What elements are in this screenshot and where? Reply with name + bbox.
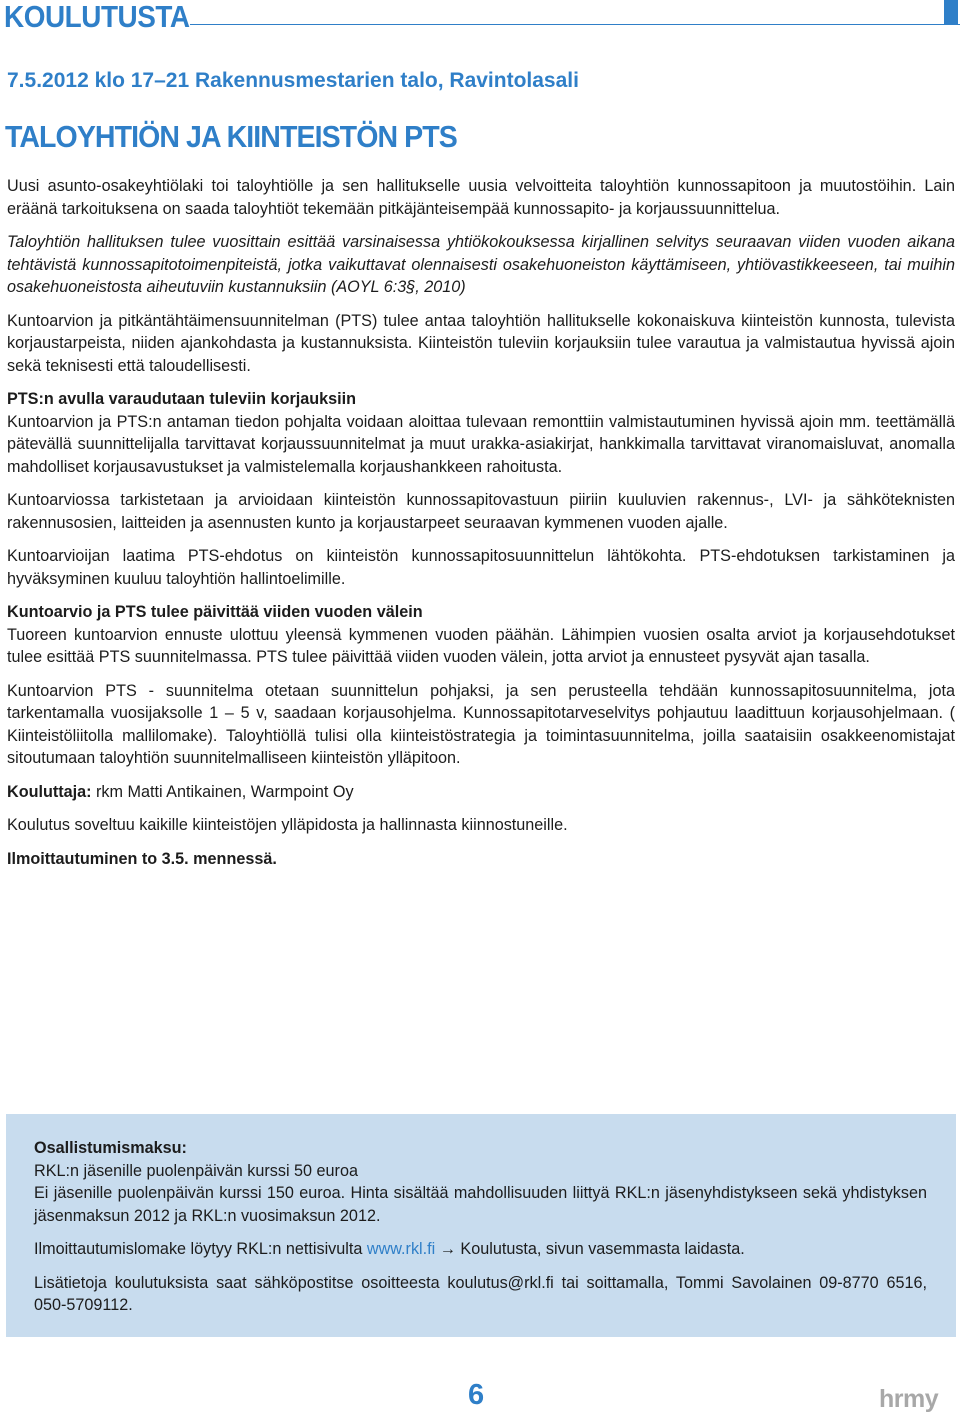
registration-form-line — [34, 1238, 927, 1261]
trainer-label: Kouluttaja: — [7, 782, 92, 801]
page-title: TALOYHTIÖN JA KIINTEISTÖN PTS — [5, 119, 457, 154]
paragraph-pts-ehdotus: Kuntoarvioijan laatima PTS-ehdotus on kiinteistön kunnossapitosuunnittelun lähtökohta. PTS-ehdotuksen tarkistaminen ja hyväksyminen kuuluu taloyhtiön hallintoelimille. — [7, 547, 955, 588]
fee-info-box — [6, 1114, 956, 1337]
registration-deadline: Ilmoittautuminen to 3.5. mennessä. — [7, 849, 277, 868]
intro-paragraph: Uusi asunto-osakeyhtiölaki toi taloyhtiölle ja sen hallitukselle uusia velvoitteita taloyhtiön kunnossapitoon ja muutostöihin. Lain eräänä tarkoituksena on saada taloyhtiöt tekemään pitkäjänteisempää kunnossapito- ja korjaussuunnittelua. — [7, 177, 955, 218]
section-heading-update: Kuntoarvio ja PTS tulee päivittää viiden vuoden välein — [7, 603, 423, 621]
paragraph-kuntoarviossa: Kuntoarviossa tarkistetaan ja arvioidaan kiinteistön kunnossapitovastuun piiriin kuuluvien rakennus-, LVI- ja sähköteknisten rakennusosien, laitteiden ja asennusten kunto ja korjaustarpeet seuraavan kymmenen vuoden ajalle. — [7, 491, 955, 532]
registration-prefix: Ilmoittautumislomake löytyy RKL:n nettisivulta — [34, 1240, 367, 1258]
paragraph-pts-suunnitelma: Kuntoarvion PTS - suunnitelma otetaan suunnittelun pohjaksi, ja sen perusteella tehdään kunnossapitosuunnitelma, jota tarkentamalla vuosijaksolle 1 – 5 v, saadaan korjausohjelma. Kunnossapitotarveselvitys pohjautuu laadittuun korjausohjelmaan. ( Kiinteistöliitolla mallilomake). Taloyhtiöllä tulisi olla kiinteistöstrategia ja toimintasuunnitelma, joilla saataisiin osakkeenomistajat sitoutumaan taloyhtiön suunnitelmalliseen kiinteistön ylläpitoon. — [7, 681, 955, 767]
paragraph-kuntoarvio: Kuntoarvion ja pitkäntähtäimensuunnitelman (PTS) tulee antaa taloyhtiön hallitukselle kokonaiskuva kiinteistön kunnosta, tulevista korjaustarpeista, niiden ajankohdasta ja kustannuksista. Kiinteistön tuleviin korjauksiin tulee varautua ja valmistautua hyvissä ajoin sekä teknisesti että taloudellisesti. — [7, 311, 955, 375]
arrow-right-icon: → — [435, 1240, 461, 1258]
header-rule — [190, 24, 960, 25]
section-text-update: Tuoreen kuntoarvion ennuste ulottuu yleensä kymmenen vuoden päähän. Lähimpien vuosien osalta arviot ja korjausehdotukset tulee esittää PTS suunnitelmassa. PTS tulee päivittää viiden vuoden välein, jotta arviot ja ennusteet pysyvät ajan tasalla. — [7, 625, 955, 666]
section-header: KOULUTUSTA — [4, 0, 190, 34]
law-quote: Taloyhtiön hallituksen tulee vuosittain esittää varsinaisessa yhtiökokouksessa kirjallinen selvitys seuraavan viiden vuoden aikana tehtävistä kunnossapitotoimenpiteistä, jotka vaikuttavat olennaisesti osakehuoneiston käyttämiseen, yhtiövastikkeeseen, tai muihin osakehuoneistosta aiheutuviin kustannuksiin (AOYL 6:3§, 2010) — [7, 233, 955, 296]
page-number: 6 — [468, 1379, 485, 1411]
section-text-pts: Kuntoarvion ja PTS:n antaman tiedon pohjalta voidaan aloittaa tulevaan remonttiin valmistautuminen hyvissä ajoin mm. teettämällä pätevällä suunnittelijalla tarvittavat korjaussuunnitelmat ja muut urakka-asiakirjat, hankkimalla tarvittavat viranomaisluvat, anomalla mahdolliset korjausavustukset ja valmistelemalla korjaushankkeen rahoitusta. — [7, 412, 955, 476]
contact-info: Lisätietoja koulutuksista saat sähköpostitse osoitteesta koulutus@rkl.fi tai soittamalla, Tommi Savolainen 09-8770 6516, 050-5709112. — [34, 1273, 927, 1314]
trainer-line — [7, 781, 955, 804]
publisher-logo: hrmy — [879, 1385, 939, 1413]
fee-heading: Osallistumismaksu: — [34, 1139, 187, 1157]
fee-nonmember-line: Ei jäsenille puolenpäivän kurssi 150 euroa. Hinta sisältää mahdollisuuden liittyä RKL:n jäsenyhdistykseen sekä yhdistyksen jäsenmaksun 2012 ja RKL:n vuosimaksun 2012. — [34, 1184, 927, 1225]
registration-suffix: Koulutusta, sivun vasemmasta laidasta. — [460, 1240, 745, 1258]
section-heading-pts: PTS:n avulla varaudutaan tuleviin korjauksiin — [7, 390, 357, 408]
trainer-value: rkm Matti Antikainen, Warmpoint Oy — [91, 782, 354, 801]
rkl-website-link[interactable]: www.rkl.fi — [366, 1240, 436, 1258]
fee-member-line: RKL:n jäsenille puolenpäivän kurssi 50 euroa — [34, 1161, 358, 1180]
event-date-location: 7.5.2012 klo 17–21 Rakennusmestarien talo, Ravintolasali — [7, 69, 579, 92]
suitability-line: Koulutus soveltuu kaikille kiinteistöjen ylläpidosta ja hallinnasta kiinnostuneille. — [7, 816, 568, 834]
article-body — [7, 175, 955, 881]
header-square — [944, 0, 958, 24]
